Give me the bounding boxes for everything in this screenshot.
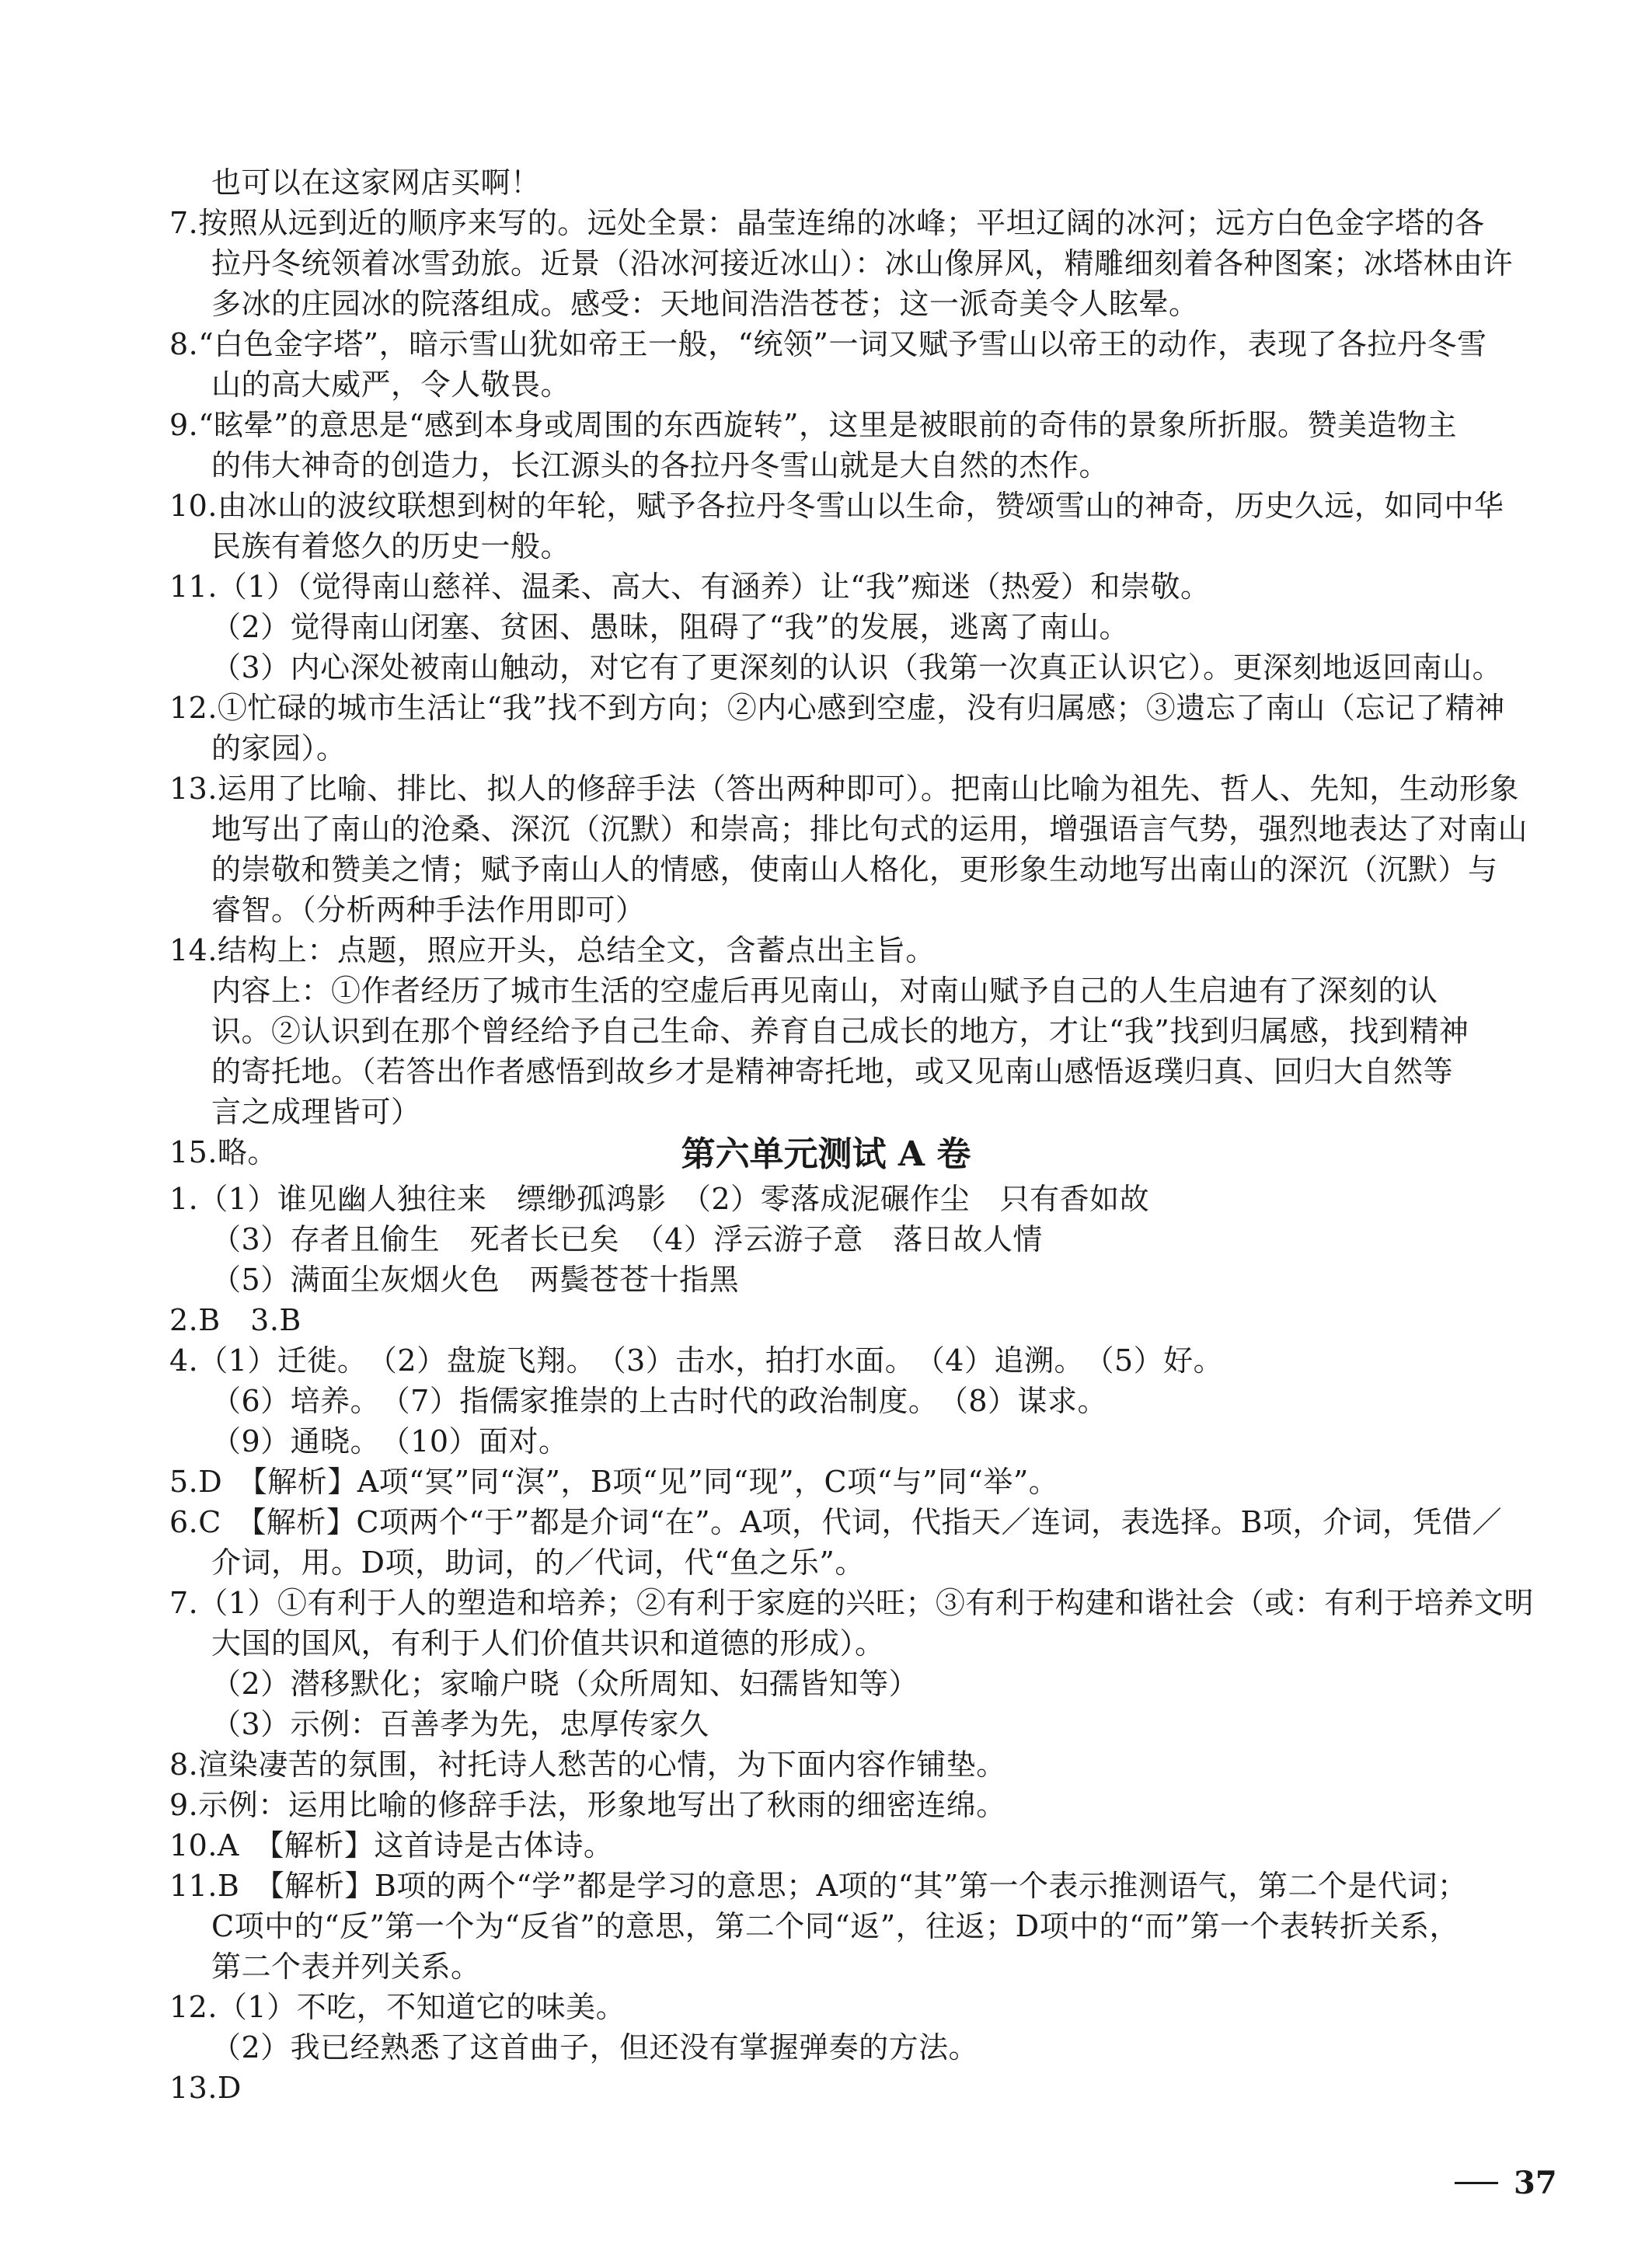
page-number-dash <box>1455 2182 1498 2184</box>
answer-line: 5.D 【解析】A项“冥”同“溟”，B项“见”同“现”，C项“与”同“举”。 <box>169 1465 1059 1499</box>
page-number: 37 <box>1514 2165 1557 2201</box>
answer-line: 拉丹冬统领着冰雪劲旅。近景（沿冰河接近冰山）：冰山像屏风，精雕细刻着各种图案；冰塔林由许 <box>211 246 1514 281</box>
answer-line: 的寄托地。（若答出作者感悟到故乡才是精神寄托地，或又见南山感悟返璞归真、回归大自然等 <box>211 1054 1454 1089</box>
section-title: 第六单元测试 A 卷 <box>681 1134 971 1174</box>
answer-line: 介词，用。D项，助词，的／代词，代“鱼之乐”。 <box>211 1545 865 1580</box>
answer-line: （3）存者且偷生 死者长已矣 （4）浮云游子意 落日故人情 <box>211 1222 1043 1256</box>
answer-line: 的伟大神奇的创造力，长江源头的各拉丹冬雪山就是大自然的杰作。 <box>211 448 1110 483</box>
answer-line: 12.①忙碌的城市生活让“我”找不到方向；②内心感到空虚，没有归属感；③遗忘了南山（忘记了精神 <box>169 691 1505 725</box>
answer-line: 15.略。 <box>169 1135 277 1169</box>
answer-line: 识。②认识到在那个曾经给予自己生命、养育自己成长的地方，才让“我”找到归属感，找到精神 <box>211 1014 1469 1048</box>
answer-line: 民族有着悠久的历史一般。 <box>211 529 571 563</box>
answer-line: 11.B 【解析】B项的两个“学”都是学习的意思；A项的“其”第一个表示推测语气，第二个是代词； <box>169 1869 1468 1903</box>
answer-line: 言之成理皆可） <box>211 1095 421 1129</box>
answer-line: 7.按照从远到近的顺序来写的。远处全景：晶莹连绵的冰峰；平坦辽阔的冰河；远方白色金字塔的各 <box>169 206 1485 240</box>
answer-line: 7.（1）①有利于人的塑造和培养；②有利于家庭的兴旺；③有利于构建和谐社会（或：有利于培养文明 <box>169 1586 1534 1620</box>
answer-line: 10.由冰山的波纹联想到树的年轮，赋予各拉丹冬雪山以生命，赞颂雪山的神奇，历史久远，如同中华 <box>169 489 1504 523</box>
answer-line: （5）满面尘灰烟火色 两鬓苍苍十指黑 <box>211 1263 740 1297</box>
answer-line: 的崇敬和赞美之情；赋予南山人的情感，使南山人格化，更形象生动地写出南山的深沉（沉默）与 <box>211 852 1498 887</box>
answer-line: 6.C 【解析】C项两个“于”都是介词“在”。A项，代词，代指天／连词，表选择。B项，介词，凭借／ <box>169 1505 1502 1539</box>
answer-line: （3）示例：百善孝为先，忠厚传家久 <box>211 1707 709 1741</box>
answer-line: 山的高大威严，令人敬畏。 <box>211 368 571 402</box>
answer-line: （2）潜移默化；家喻户晓（众所周知、妇孺皆知等） <box>211 1667 919 1701</box>
answer-line: 9.“眩晕”的意思是“感到本身或周围的东西旋转”，这里是被眼前的奇伟的景象所折服。赞美造物主 <box>169 408 1457 442</box>
answer-line: 14.结构上：点题，照应开头，总结全文，含蓄点出主旨。 <box>169 933 936 967</box>
answer-line: 地写出了南山的沧桑、深沉（沉默）和崇高；排比句式的运用，增强语言气势，强烈地表达了对南山 <box>211 812 1528 846</box>
answer-line: 8.“白色金字塔”，暗示雪山犹如帝王一般，“统领”一词又赋予雪山以帝王的动作，表现了各拉丹冬雪 <box>169 327 1487 361</box>
answer-line: 1.（1）谁见幽人独往来 缥缈孤鸿影 （2）零落成泥碾作尘 只有香如故 <box>169 1182 1150 1216</box>
answer-line: 8.渲染凄苦的氛围，衬托诗人愁苦的心情，为下面内容作铺垫。 <box>169 1748 1006 1782</box>
answer-line: 13.运用了比喻、排比、拟人的修辞手法（答出两种即可）。把南山比喻为祖先、哲人、先知，生动形象 <box>169 772 1519 806</box>
answer-line: 12.（1）不吃，不知道它的味美。 <box>169 1990 626 2024</box>
answer-line: 10.A 【解析】这首诗是古体诗。 <box>169 1828 614 1863</box>
answer-line: 第二个表并列关系。 <box>211 1950 481 1984</box>
answer-line: （2）我已经熟悉了这首曲子，但还没有掌握弹奏的方法。 <box>211 2030 979 2065</box>
answer-line: 2.B 3.B <box>169 1303 301 1337</box>
answer-line: C项中的“反”第一个为“反省”的意思，第二个同“返”，往返；D项中的“而”第一个表转折关系， <box>211 1909 1459 1943</box>
answer-line: 4.（1）迁徙。 （2）盘旋飞翔。 （3）击水，拍打水面。 （4）追溯。 （5）好。 <box>169 1343 1224 1378</box>
answer-line: 大国的国风，有利于人们价值共识和道德的形成）。 <box>211 1626 885 1660</box>
answer-line: （3）内心深处被南山触动，对它有了更深刻的认识（我第一次真正认识它）。更深刻地返回南山。 <box>211 650 1503 685</box>
answer-line: （9）通晓。 （10）面对。 <box>211 1424 569 1458</box>
answer-line: 也可以在这家网店买啊！ <box>211 166 541 200</box>
answer-line: 13.D <box>169 2071 242 2105</box>
answer-line: 的家园）。 <box>211 731 347 765</box>
answer-line: （6）培养。 （7）指儒家推崇的上古时代的政治制度。 （8）谋求。 <box>211 1384 1108 1418</box>
answer-line: （2）觉得南山闭塞、贫困、愚昧，阻碍了“我”的发展，逃离了南山。 <box>211 610 1130 644</box>
answer-line: 11.（1）（觉得南山慈祥、温柔、高大、有涵养）让“我”痴迷（热爱）和崇敬。 <box>169 570 1211 604</box>
answer-line: 9.示例：运用比喻的修辞手法，形象地写出了秋雨的细密连绵。 <box>169 1788 1006 1822</box>
answer-line: 多冰的庄园冰的院落组成。感受：天地间浩浩苍苍；这一派奇美令人眩晕。 <box>211 287 1199 321</box>
answer-line: 睿智。（分析两种手法作用即可） <box>211 893 646 927</box>
answer-line: 内容上：①作者经历了城市生活的空虚后再见南山，对南山赋予自己的人生启迪有了深刻的认 <box>211 974 1438 1008</box>
